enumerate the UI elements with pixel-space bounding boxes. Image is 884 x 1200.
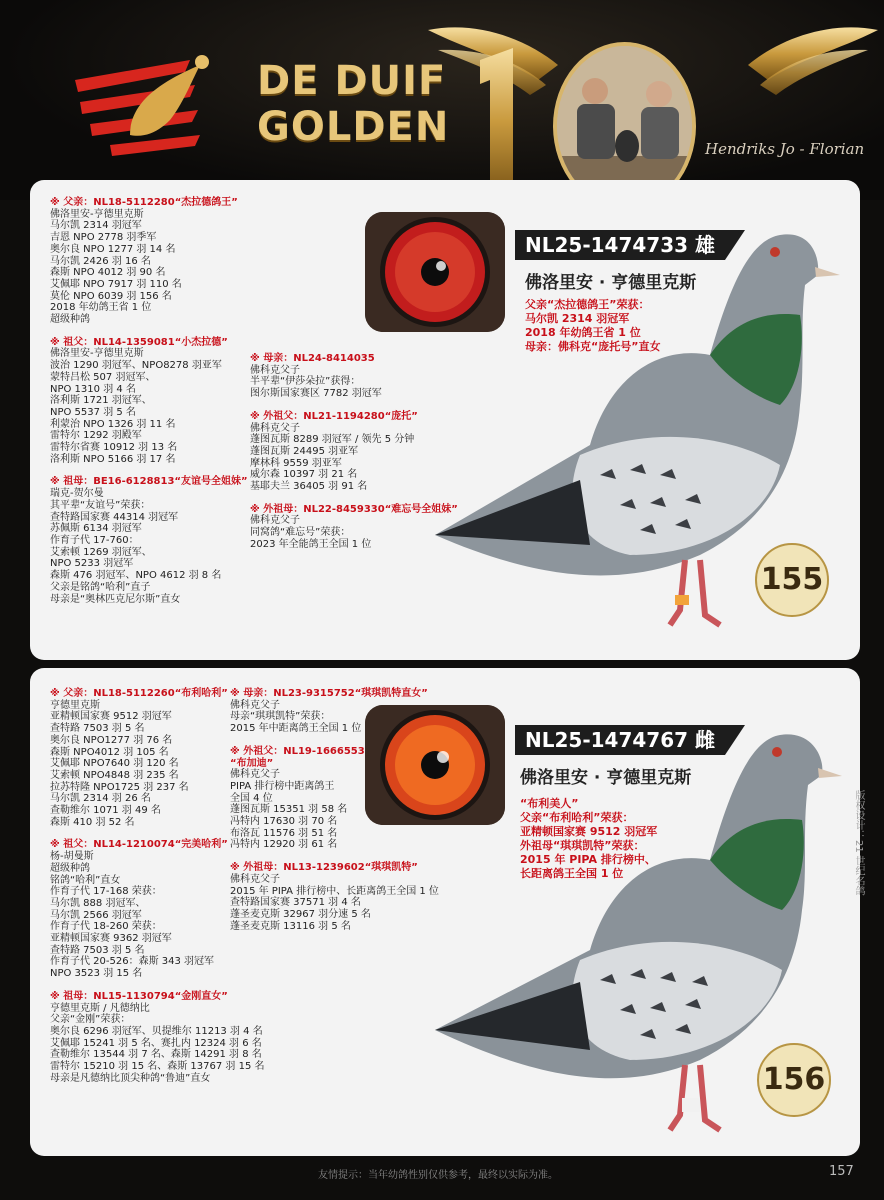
breeder-name-155: 佛洛里安 · 亨德里克斯 [525, 273, 697, 293]
pedigree-line: 蓬圣麦克斯 13116 羽 5 名 [230, 920, 351, 932]
pedigree-line: 查特路国家赛 37571 羽 4 名 [230, 897, 361, 909]
grandsire-block [50, 839, 230, 979]
pedigree-line: 查勒维尔 13544 羽 7 名、森斯 14291 羽 8 名 [50, 1049, 262, 1061]
pedigree-line: 马尔凯 2314 羽冠军 [50, 220, 142, 232]
pedigree-line: 瑞克-贺尔曼 [50, 488, 104, 500]
footer-note: 友情提示：当年幼鸽性别仅供参考，最终以实际为准。 [318, 1170, 558, 1181]
pedigree-line: 母亲“琪琪凯特”荣获： [230, 711, 331, 723]
pedigree-line: 苏佩斯 6134 羽冠军 [50, 523, 142, 535]
granddam-title: ※ 祖母：NL15-1130794“金刚直女” [50, 990, 228, 1002]
pedigree-line: 亚精顿国家赛 9362 羽冠军 [50, 933, 172, 945]
pedigree-line: 母亲是凡德纳比顶尖种鸽“鲁迪”直女 [50, 1072, 211, 1084]
ring-number-156: NL25-1474767 雌 [515, 725, 725, 755]
ext-grandsire-block [250, 411, 460, 493]
pedigree-line: 摩林科 9559 羽亚军 [250, 457, 342, 469]
pedigree-line: 雷特尔 1292 羽殿军 [50, 430, 142, 442]
copyright-side-text: 版权设计：21 世纪名鸽 [853, 790, 864, 896]
pedigree-line: 2023 年全能鸽王全国 1 位 [250, 538, 372, 550]
pigeon-logo-icon [70, 40, 230, 160]
pedigree-line: 布洛瓦 11576 羽 51 名 [230, 827, 338, 839]
brand-line-2: GOLDEN [257, 104, 450, 150]
pedigree-line: 利蒙治 NPO 1326 羽 11 名 [50, 418, 176, 430]
pedigree-line: 马尔凯 888 羽冠军、 [50, 897, 146, 909]
summary-line: 母亲：佛科克“庞托号”直女 [525, 340, 661, 353]
pedigree-line: 作育子代 20-526：森斯 343 羽冠军 [50, 956, 215, 968]
page-number: 157 [829, 1164, 854, 1179]
pedigree-line: 查特路 7503 羽 5 名 [50, 944, 145, 956]
pedigree-line: 亨德里克斯 / 凡德纳比 [50, 1002, 150, 1014]
pedigree-line: 艾佩耶 NPO 7917 羽 110 名 [50, 278, 182, 290]
pedigree-line: 洛利斯 NPO 5166 羽 17 名 [50, 453, 176, 465]
pedigree-line: 森斯 NPO 4012 羽 90 名 [50, 267, 166, 279]
pedigree-line: NPO 5537 羽 5 名 [50, 406, 136, 418]
ext-granddam-block [230, 862, 440, 932]
ext-granddam-block [250, 504, 460, 551]
grandsire-title: ※ 祖父：NL14-1210074“完美哈利” [50, 839, 228, 851]
pedigree-line: 莫伦 NPO 6039 羽 156 名 [50, 290, 172, 302]
granddam-block [50, 476, 248, 605]
pedigree-line: 作育子代 18-260 荣获： [50, 921, 162, 933]
pedigree-line: 佛洛里安-亨德里克斯 [50, 208, 144, 220]
pedigree-line: 作育子代 17-760： [50, 534, 139, 546]
dam-title: ※ 母亲：NL23-9315752“琪琪凯特直女” [230, 688, 428, 699]
pedigree-line: 佛科克父子 [230, 873, 280, 885]
summary-line: 马尔凯 2314 羽冠军 [525, 312, 630, 325]
sire-block [50, 197, 245, 326]
ext-granddam-title: ※ 外祖母：NL22-8459330“难忘号全姐妹” [250, 503, 458, 515]
dam-title: ※ 母亲：NL24-8414035 [250, 353, 375, 364]
pedigree-line: 基耶夫兰 36405 羽 91 名 [250, 481, 368, 493]
pedigree-line: 母亲是“奥林匹克尼尔斯”直女 [50, 593, 181, 605]
summary-line: “布利美人” [520, 797, 579, 810]
summary-line: 2018 年幼鸽王省 1 位 [525, 326, 641, 339]
summary-line: 长距离鸽王全国 1 位 [520, 867, 624, 880]
pedigree-line: 雷特尔 15210 羽 15 名、森斯 13767 羽 15 名 [50, 1061, 265, 1073]
grandsire-block [50, 337, 245, 466]
ext-grandsire-nickname: “布加迪” [230, 757, 274, 769]
pedigree-line: 佛洛里安-亨德里克斯 [50, 348, 144, 360]
breeder-name-156: 佛洛里安 · 亨德里克斯 [520, 768, 692, 788]
pedigree-line: 奥尔良 NPO 1277 羽 14 名 [50, 243, 176, 255]
pedigree-line: 马尔凯 2426 羽 16 名 [50, 255, 151, 267]
pedigree-line: 艾索顿 NPO4848 羽 235 名 [50, 769, 179, 781]
pedigree-line: 2015 年中距离鸽王全国 1 位 [230, 723, 362, 735]
pedigree-line: 佛科克父子 [230, 699, 280, 711]
pedigree-line: 威尔森 10397 羽 21 名 [250, 469, 358, 481]
pedigree-line: 超级种鸽 [50, 314, 90, 326]
pedigree-line: 吉恩 NPO 2778 羽季军 [50, 232, 157, 244]
signature: Hendriks Jo - Florian [705, 140, 865, 158]
summary-line: 亚精顿国家赛 9512 羽冠军 [520, 825, 658, 838]
granddam-title: ※ 祖母：BE16-6128813“友谊号全姐妹” [50, 476, 248, 488]
pedigree-line: 同窝鸽“难忘号”荣获： [250, 527, 351, 539]
pedigree-line: 马尔凯 2314 羽 26 名 [50, 793, 151, 805]
pedigree-line: 艾佩耶 NPO7640 羽 120 名 [50, 758, 179, 770]
pedigree-line: 佛科克父子 [230, 769, 280, 781]
pedigree-line: 蓬图瓦斯 15351 羽 58 名 [230, 804, 348, 816]
pedigree-line: 图尔斯国家赛区 7782 羽冠军 [250, 388, 382, 400]
pedigree-line: 父亲“金刚”荣获： [50, 1014, 131, 1026]
summary-line: 外祖母“琪琪凯特”荣获： [520, 839, 645, 852]
sire-title: ※ 父亲：NL18-5112280“杰拉德鸽王” [50, 197, 238, 208]
pedigree-line: 洛利斯 1721 羽冠军、 [50, 395, 152, 407]
pedigree-line: 超级种鸽 [50, 862, 90, 874]
pedigree-line: 马尔凯 2566 羽冠军 [50, 909, 142, 921]
pedigree-line: 半平辈“伊莎朵拉”获得： [250, 376, 361, 388]
pedigree-line: 艾佩耶 15241 羽 5 名、赛扎内 12324 羽 6 名 [50, 1037, 262, 1049]
pedigree-left-155 [50, 197, 248, 616]
pedigree-line: 波治 1290 羽冠军、NPO8278 羽亚军 [50, 360, 222, 372]
pedigree-line: 查特路 7503 羽 5 名 [50, 723, 145, 735]
pedigree-line: 作育子代 17-168 荣获： [50, 886, 162, 898]
brand-line-1: DE DUIF [257, 58, 447, 104]
sire-block [50, 688, 230, 828]
summary-line: 父亲“布利哈利”荣获： [520, 811, 634, 824]
pedigree-line: NPO 1310 羽 4 名 [50, 383, 136, 395]
pedigree-line: NPO 5233 羽冠军 [50, 558, 134, 570]
pedigree-line: 蓬图瓦斯 24495 羽亚军 [250, 445, 359, 457]
pedigree-line: 奥尔良 NPO1277 羽 76 名 [50, 734, 173, 746]
pedigree-line: 森斯 NPO4012 羽 105 名 [50, 746, 169, 758]
ext-granddam-title: ※ 外祖母：NL13-1239602“琪琪凯特” [230, 862, 418, 874]
pedigree-line: 奥尔良 6296 羽冠军、贝提维尔 11213 羽 4 名 [50, 1025, 263, 1037]
summary-line: 父亲“杰拉德鸽王”荣获： [525, 298, 650, 311]
ext-grandsire-title: ※ 外祖父：NL19-1666553 [230, 745, 365, 757]
pedigree-line: 蒙特吕松 507 羽冠军、 [50, 371, 156, 383]
pedigree-line: 亚精顿国家赛 9512 羽冠军 [50, 711, 172, 723]
pedigree-line: 佛科克父子 [250, 364, 300, 376]
lot-number-badge-156: 156 [757, 1043, 831, 1117]
ring-number-155: NL25-1474733 雄 [515, 230, 725, 260]
pedigree-line: 艾索顿 1269 羽冠军、 [50, 546, 152, 558]
pedigree-line: PIPA 排行榜中距离鸽王 [230, 780, 335, 792]
pedigree-line: 拉苏特隆 NPO1725 羽 237 名 [50, 781, 189, 793]
pedigree-line: 蓬图瓦斯 8289 羽冠军 / 领先 5 分钟 [250, 434, 415, 446]
pedigree-line: 冯特内 12920 羽 61 名 [230, 839, 338, 851]
ext-grandsire-title: ※ 外祖父：NL21-1194280“庞托” [250, 410, 418, 422]
pedigree-line: 全国 4 位 [230, 792, 273, 804]
pedigree-line: 佛科克父子 [250, 515, 300, 527]
pedigree-line: 蓬圣麦克斯 32967 羽分速 5 名 [230, 908, 371, 920]
pedigree-line: 森斯 476 羽冠军、NPO 4612 羽 8 名 [50, 570, 222, 582]
pedigree-line: 其平辈“友谊号”荣获： [50, 499, 151, 511]
pedigree-line: 森斯 410 羽 52 名 [50, 816, 135, 828]
lot-number-badge-155: 155 [755, 543, 829, 617]
granddam-block [50, 990, 265, 1085]
sire-title: ※ 父亲：NL18-5112260“布利哈利” [50, 688, 228, 699]
pedigree-line: 2018 年幼鸽王省 1 位 [50, 302, 152, 314]
summary-line: 2015 年 PIPA 排行榜中、 [520, 853, 656, 866]
header-banner [0, 0, 884, 200]
pedigree-right-155 [250, 353, 460, 562]
grandsire-title: ※ 祖父：NL14-1359081“小杰拉德” [50, 336, 228, 348]
pedigree-line: 2015 年 PIPA 排行榜中、长距离鸽王全国 1 位 [230, 885, 439, 897]
pedigree-line: NPO 3523 羽 15 名 [50, 968, 143, 980]
dam-block [250, 353, 460, 400]
pedigree-line: 查特路国家赛 44314 羽冠军 [50, 511, 179, 523]
pedigree-line: 父亲是铭鸽“哈利”直子 [50, 581, 151, 593]
pedigree-line: 佛科克父子 [250, 422, 300, 434]
pedigree-line: 亨德里克斯 [50, 699, 100, 711]
pedigree-line: 铭鸽“哈利”直女 [50, 874, 121, 886]
pedigree-line: 查勒维尔 1071 羽 49 名 [50, 805, 161, 817]
pedigree-line: 冯特内 17630 羽 70 名 [230, 816, 338, 828]
pedigree-line: 雷特尔省赛 10912 羽 13 名 [50, 442, 178, 454]
pedigree-line: 杨-胡曼斯 [50, 851, 94, 863]
